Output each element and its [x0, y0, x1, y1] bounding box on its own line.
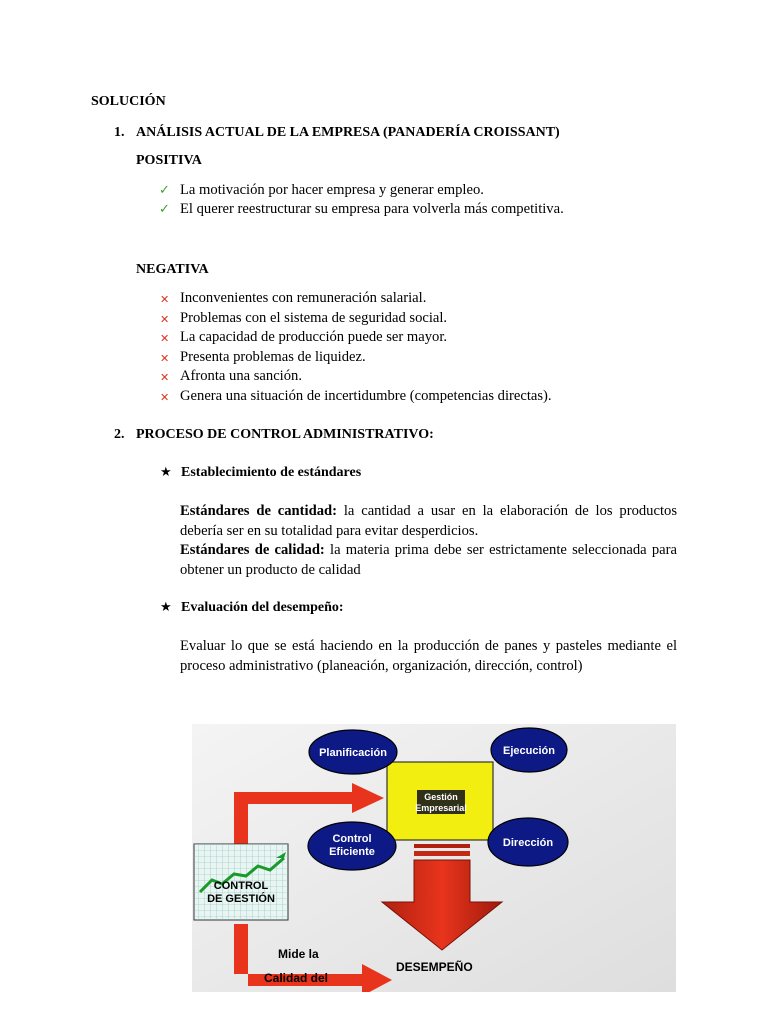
- section2-number: 2.: [114, 427, 125, 442]
- negativa-item: Genera una situación de incertidumbre (competencias directas).: [180, 388, 552, 404]
- negativa-label: NEGATIVA: [136, 262, 209, 277]
- check-icon: ✓: [159, 202, 170, 217]
- negativa-item: La capacidad de producción puede ser mayor.: [180, 329, 448, 345]
- arrow-stripe: [414, 844, 470, 848]
- gestion-label-1: Gestión: [424, 792, 458, 802]
- paragraph-line: obtener un producto de calidad: [180, 561, 361, 578]
- calidad-del-label: Calidad del: [264, 971, 329, 985]
- control-gestion-label-2: DE GESTIÓN: [207, 893, 275, 905]
- negativa-item: Inconvenientes con remuneración salarial.: [180, 290, 427, 306]
- paragraph-text: la cantidad a usar en la elaboración de los productos: [343, 503, 677, 519]
- negativa-item: Presenta problemas de liquidez.: [180, 349, 366, 365]
- cross-icon: ✕: [160, 391, 170, 404]
- star-icon: ★: [160, 600, 172, 615]
- positiva-item: La motivación por hacer empresa y generar empleo.: [180, 182, 484, 198]
- cross-icon: ✕: [160, 352, 170, 365]
- control-gestion-label-1: CONTROL: [213, 880, 269, 892]
- cross-icon: ✕: [160, 313, 170, 326]
- ejecucion-label: Ejecución: [503, 745, 555, 757]
- paragraph-line: proceso administrativo (planeación, organización, dirección, control): [180, 657, 583, 674]
- arrow-stripe: [414, 851, 470, 856]
- section1-title: ANÁLISIS ACTUAL DE LA EMPRESA (PANADERÍA CROISSANT): [136, 125, 560, 140]
- control-label-2: Eficiente: [329, 846, 375, 858]
- paragraph-line: Evaluar lo que se está haciendo en la producción de panes y pasteles mediante el: [180, 638, 677, 654]
- subsection-title: Establecimiento de estándares: [181, 465, 362, 480]
- evaluacion-paragraph: [180, 637, 677, 676]
- paragraph-line: [180, 541, 677, 561]
- negativa-item: Afronta una sanción.: [180, 368, 302, 384]
- positiva-label: POSITIVA: [136, 153, 202, 168]
- gestion-label-2: Empresarial: [415, 803, 467, 813]
- positiva-item: El querer reestructurar su empresa para volverla más competitiva.: [180, 201, 564, 217]
- section1-number: 1.: [114, 125, 125, 140]
- paragraph-line: debería ser en su totalidad para evitar desperdicios.: [180, 522, 479, 539]
- cross-icon: ✕: [160, 332, 170, 345]
- subsection-title: Evaluación del desempeño:: [181, 600, 344, 615]
- term-label: Estándares de calidad:: [180, 542, 325, 558]
- paragraph-text: la materia prima debe ser estrictamente seleccionada para: [330, 542, 677, 558]
- page-heading: SOLUCIÓN: [91, 94, 166, 109]
- negativa-item: Problemas con el sistema de seguridad social.: [180, 310, 448, 326]
- mide-la-label: Mide la: [278, 947, 319, 961]
- cross-icon: ✕: [160, 371, 170, 384]
- cross-icon: ✕: [160, 293, 170, 306]
- planificacion-label: Planificación: [319, 747, 387, 759]
- term-label: Estándares de cantidad:: [180, 503, 337, 519]
- direccion-label: Dirección: [502, 837, 554, 849]
- star-icon: ★: [160, 465, 172, 480]
- control-diagram: [192, 724, 676, 992]
- desempeno-label: DESEMPEÑO: [396, 960, 473, 974]
- control-label-1: Control: [332, 833, 372, 845]
- paragraph-line: [180, 502, 677, 522]
- section2-title: PROCESO DE CONTROL ADMINISTRATIVO:: [136, 427, 434, 442]
- check-icon: ✓: [159, 183, 170, 198]
- estandares-paragraphs: [180, 502, 677, 580]
